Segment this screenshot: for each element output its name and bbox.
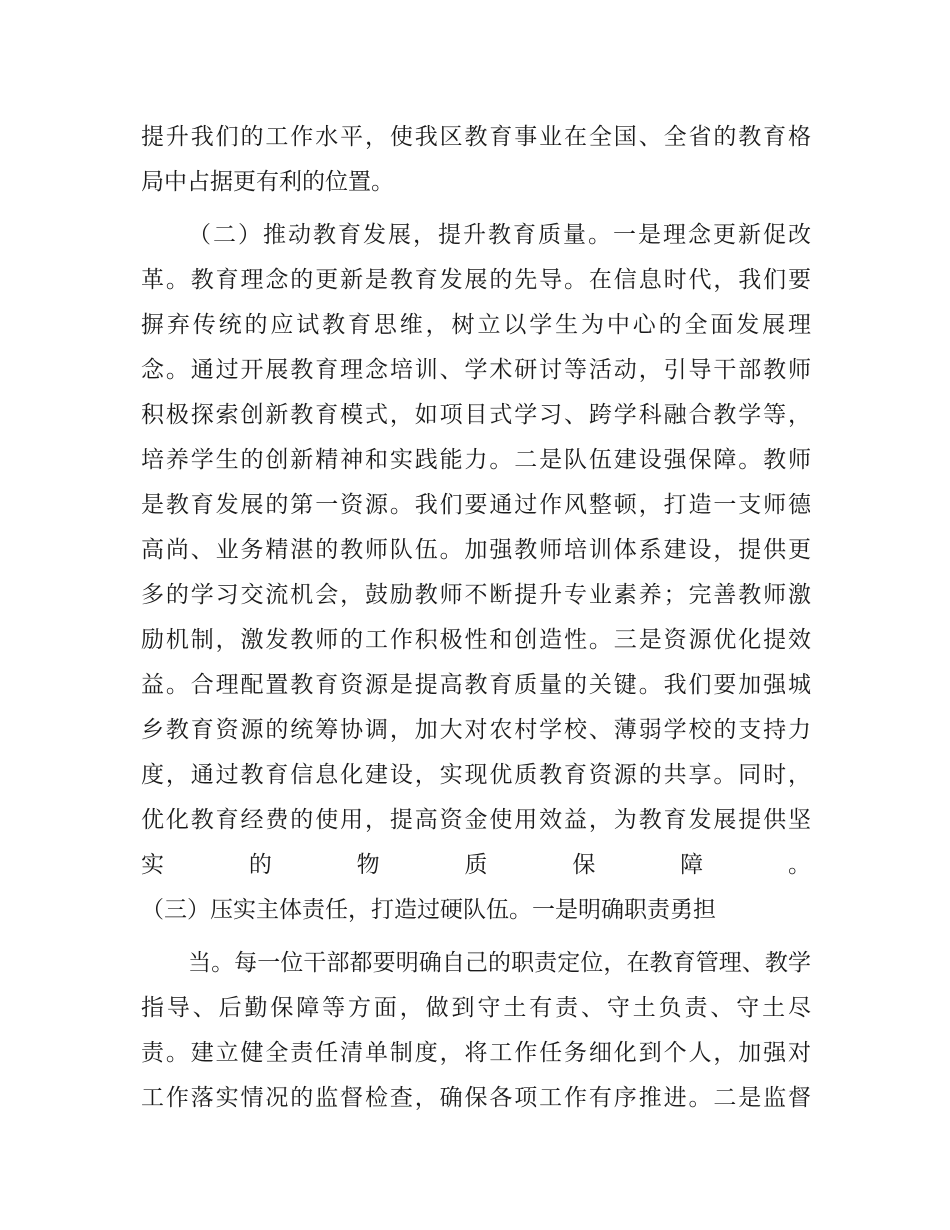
text-line: 责。建立健全责任清单制度，将工作任务细化到个人，加强对 — [141, 1040, 811, 1066]
text-line: （三）压实主体责任，打造过硬队伍。一是明确职责勇担 — [141, 897, 716, 923]
paragraph-heading-line: （二）推动教育发展，提升教育质量。一是理念更新促改 — [188, 222, 811, 248]
text-line: 局中占据更有利的位置。 — [141, 169, 394, 195]
text-line: 多的学习交流机会，鼓励教师不断提升专业素养；完善教师激 — [141, 582, 811, 608]
text-line: 是教育发展的第一资源。我们要通过作风整顿，打造一支师德 — [141, 492, 811, 518]
text-line: 培养学生的创新精神和实践能力。二是队伍建设强保障。教师 — [141, 447, 811, 473]
text-line: 摒弃传统的应试教育思维，树立以学生为中心的全面发展理 — [141, 312, 811, 338]
text-line: 工作落实情况的监督检查，确保各项工作有序推进。二是监督 — [141, 1085, 811, 1111]
text-line: 念。通过开展教育理念培训、学术研讨等活动，引导干部教师 — [141, 357, 811, 383]
paragraph-heading-line: 当。每一位干部都要明确自己的职责定位，在教育管理、教学 — [188, 950, 811, 976]
text-line: 积极探索创新教育模式，如项目式学习、跨学科融合教学等， — [141, 402, 811, 428]
text-line: 乡教育资源的统筹协调，加大对农村学校、薄弱学校的支持力 — [141, 717, 811, 743]
text-line: 励机制，激发教师的工作积极性和创造性。三是资源优化提效 — [141, 627, 811, 653]
text-line: 益。合理配置教育资源是提高教育质量的关键。我们要加强城 — [141, 672, 811, 698]
text-line: 指导、后勤保障等方面，做到守土有责、守土负责、守土尽 — [141, 995, 811, 1021]
text-line: 优化教育经费的使用，提高资金使用效益，为教育发展提供坚 — [141, 807, 811, 833]
text-line: 高尚、业务精湛的教师队伍。加强教师培训体系建设，提供更 — [141, 537, 811, 563]
text-line: 革。教育理念的更新是教育发展的先导。在信息时代，我们要 — [141, 267, 811, 293]
text-line: 度，通过教育信息化建设，实现优质教育资源的共享。同时， — [141, 762, 811, 788]
text-line: 实的物质保障。 — [141, 852, 811, 878]
text-line: 提升我们的工作水平，使我区教育事业在全国、全省的教育格 — [141, 124, 811, 150]
